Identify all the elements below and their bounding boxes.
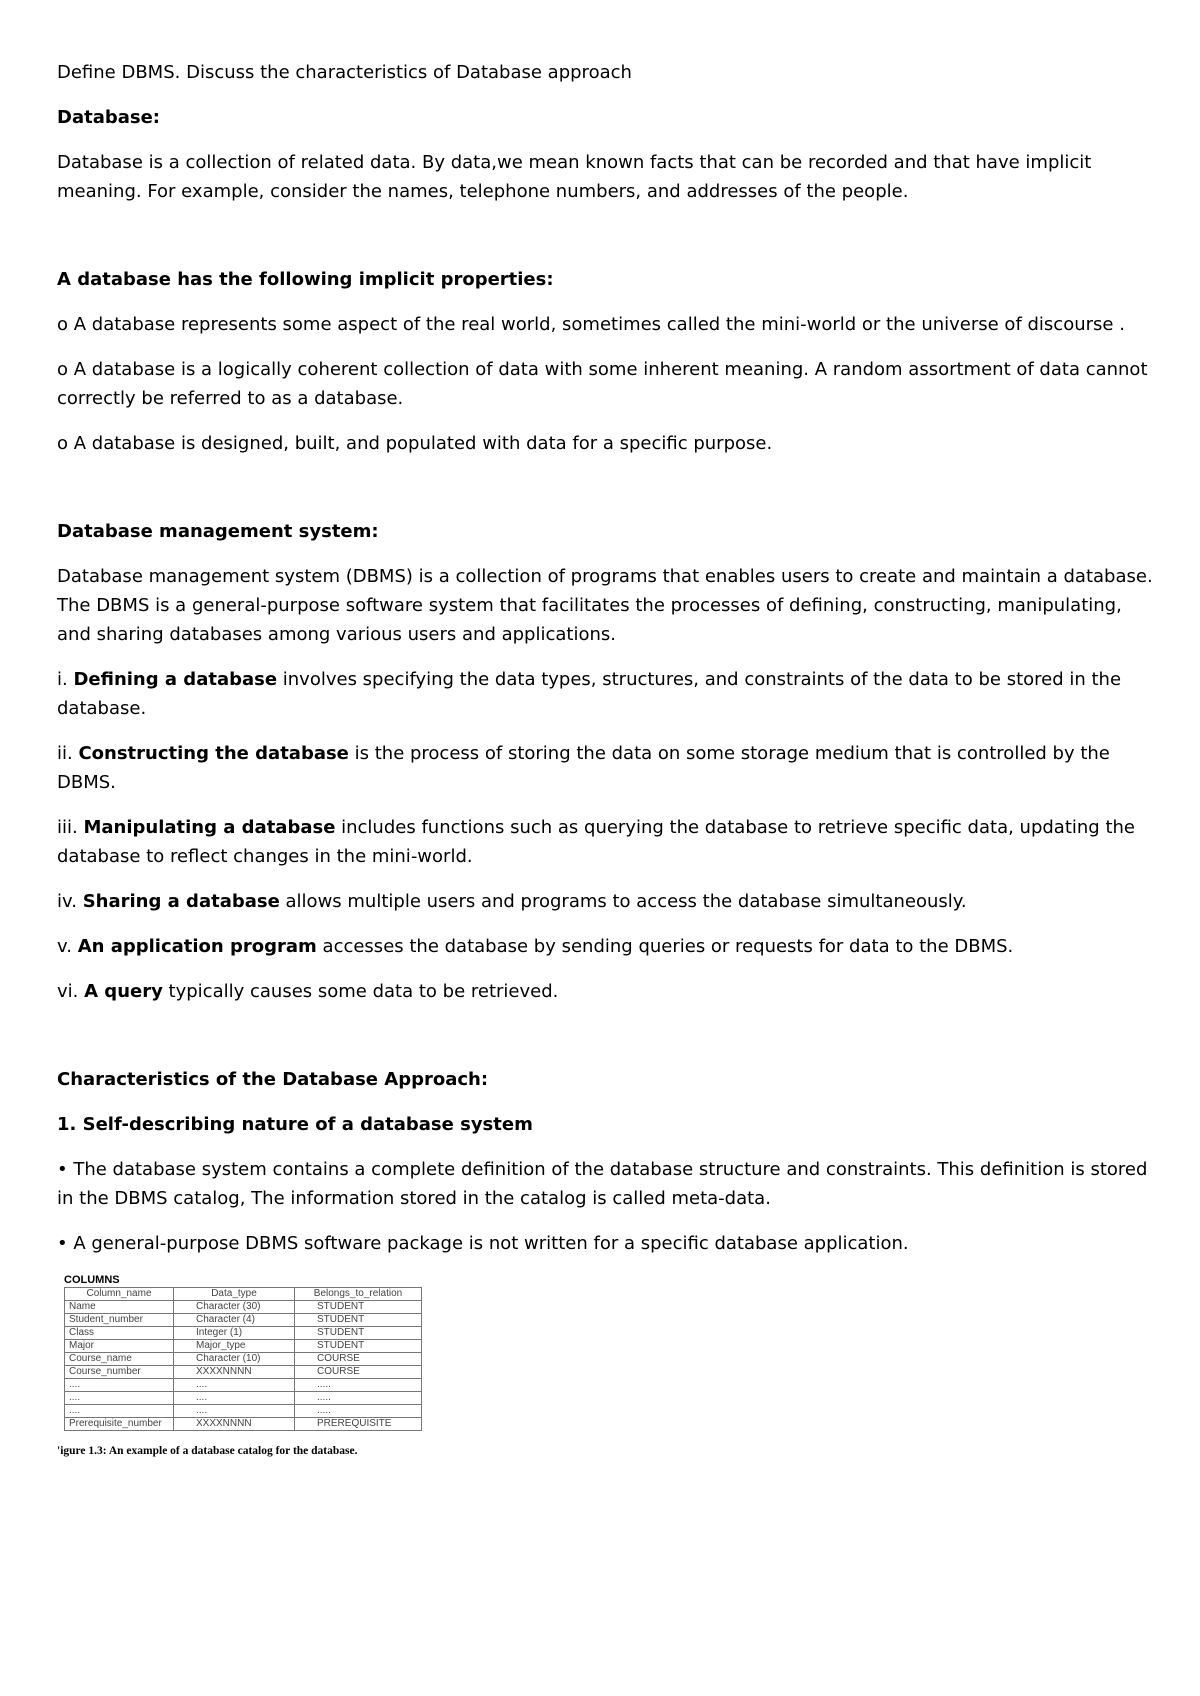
table-row xyxy=(65,1340,422,1353)
item-term: A query xyxy=(84,981,163,1002)
item-text: includes functions such as querying the database to retrieve specific data, updating the database to reflect changes in the mini-world. xyxy=(57,817,1135,867)
table-cell: Character (30) xyxy=(174,1301,295,1314)
characteristics-title: Characteristics of the Database Approach: xyxy=(57,1069,489,1090)
property-item: o A database represents some aspect of the real world, sometimes called the mini-world or the universe of discourse . xyxy=(57,314,1125,335)
bullet-item: • The database system contains a complete definition of the database structure and constraints. This definition is stored in the DBMS catalog, The information stored in the catalog is called meta-data. xyxy=(57,1159,1148,1209)
properties-title: A database has the following implicit properties: xyxy=(57,269,554,290)
database-title: Database: xyxy=(57,107,160,128)
table-cell: STUDENT xyxy=(295,1327,422,1340)
table-cell: Course_number xyxy=(65,1366,174,1379)
dbms-item xyxy=(57,887,1157,916)
table-row xyxy=(65,1314,422,1327)
table-header-row xyxy=(65,1288,422,1301)
catalog-figure xyxy=(57,1274,437,1466)
item-text: involves specifying the data types, structures, and constraints of the data to be stored in the database. xyxy=(57,669,1122,719)
column-header: Data_type xyxy=(174,1288,295,1301)
table-cell: .... xyxy=(65,1379,174,1392)
item-term: An application program xyxy=(77,936,317,957)
table-cell: .... xyxy=(174,1392,295,1405)
table-cell: XXXXNNNN xyxy=(174,1366,295,1379)
item-text: is the process of storing the data on some storage medium that is controlled by the DBMS. xyxy=(57,743,1110,793)
table-cell: Character (10) xyxy=(174,1353,295,1366)
table-cell: STUDENT xyxy=(295,1314,422,1327)
table-row xyxy=(65,1301,422,1314)
table-cell: .... xyxy=(174,1405,295,1418)
item-term: Defining a database xyxy=(73,669,278,690)
item-term: Constructing the database xyxy=(78,743,349,764)
table-row xyxy=(65,1327,422,1340)
item-prefix: iii. xyxy=(57,817,84,838)
database-definition: Database is a collection of related data. By data,we mean known facts that can be recorded and that have implicit meaning. For example, consider the names, telephone numbers, and addresses of the people. xyxy=(57,152,1092,202)
dbms-item xyxy=(57,813,1157,871)
dbms-item xyxy=(57,739,1157,797)
table-cell: STUDENT xyxy=(295,1301,422,1314)
table-cell: Major xyxy=(65,1340,174,1353)
dbms-item xyxy=(57,977,1157,1006)
catalog-table xyxy=(64,1287,422,1431)
table-cell: STUDENT xyxy=(295,1340,422,1353)
table-cell: Student_number xyxy=(65,1314,174,1327)
table-row xyxy=(65,1392,422,1405)
table-cell: Major_type xyxy=(174,1340,295,1353)
table-cell: XXXXNNNN xyxy=(174,1418,295,1431)
table-cell: ..... xyxy=(295,1405,422,1418)
item-prefix: iv. xyxy=(57,891,83,912)
bullet-item: • A general-purpose DBMS software package is not written for a specific database application. xyxy=(57,1233,909,1254)
spacer xyxy=(57,222,1157,265)
table-cell: Prerequisite_number xyxy=(65,1418,174,1431)
item-text: accesses the database by sending queries or requests for data to the DBMS. xyxy=(316,936,1014,957)
document-heading: Define DBMS. Discuss the characteristics of Database approach xyxy=(57,62,632,83)
table-cell: ..... xyxy=(295,1392,422,1405)
item-text: typically causes some data to be retrieved. xyxy=(162,981,559,1002)
table-cell: .... xyxy=(65,1392,174,1405)
item-prefix: ii. xyxy=(57,743,79,764)
table-cell: COURSE xyxy=(295,1353,422,1366)
table-row xyxy=(65,1353,422,1366)
spacer xyxy=(57,474,1157,517)
table-cell: Character (4) xyxy=(174,1314,295,1327)
dbms-title: Database management system: xyxy=(57,521,379,542)
dbms-item xyxy=(57,665,1157,723)
table-row xyxy=(65,1366,422,1379)
table-row xyxy=(65,1379,422,1392)
table-row xyxy=(65,1405,422,1418)
property-item: o A database is a logically coherent collection of data with some inherent meaning. A random assortment of data cannot correctly be referred to as a database. xyxy=(57,359,1148,409)
table-cell: Class xyxy=(65,1327,174,1340)
table-cell: ..... xyxy=(295,1379,422,1392)
spacer xyxy=(57,1022,1157,1065)
item-term: Sharing a database xyxy=(82,891,280,912)
dbms-definition: Database management system (DBMS) is a collection of programs that enables users to create and maintain a database. The DBMS is a general-purpose software system that facilitates the processes of defining, constructing, manipulating, and sharing databases among various users and applications. xyxy=(57,566,1153,645)
table-cell: Course_name xyxy=(65,1353,174,1366)
table-cell: Integer (1) xyxy=(174,1327,295,1340)
catalog-table-title: COLUMNS xyxy=(64,1274,120,1286)
item-text: allows multiple users and programs to access the database simultaneously. xyxy=(279,891,967,912)
item-prefix: vi. xyxy=(57,981,85,1002)
table-cell: .... xyxy=(65,1405,174,1418)
item-prefix: i. xyxy=(57,669,74,690)
document-body xyxy=(57,58,1157,1466)
table-cell: .... xyxy=(174,1379,295,1392)
column-header: Column_name xyxy=(65,1288,174,1301)
table-row xyxy=(65,1418,422,1431)
figure-caption: 'igure 1.3: An example of a database catalog for the database. xyxy=(57,1445,358,1457)
column-header: Belongs_to_relation xyxy=(295,1288,422,1301)
item-term: Manipulating a database xyxy=(83,817,336,838)
dbms-item xyxy=(57,932,1157,961)
table-cell: Name xyxy=(65,1301,174,1314)
table-cell: COURSE xyxy=(295,1366,422,1379)
table-cell: PREREQUISITE xyxy=(295,1418,422,1431)
characteristics-subtitle: 1. Self-describing nature of a database system xyxy=(57,1114,533,1135)
property-item: o A database is designed, built, and populated with data for a specific purpose. xyxy=(57,433,773,454)
item-prefix: v. xyxy=(57,936,78,957)
